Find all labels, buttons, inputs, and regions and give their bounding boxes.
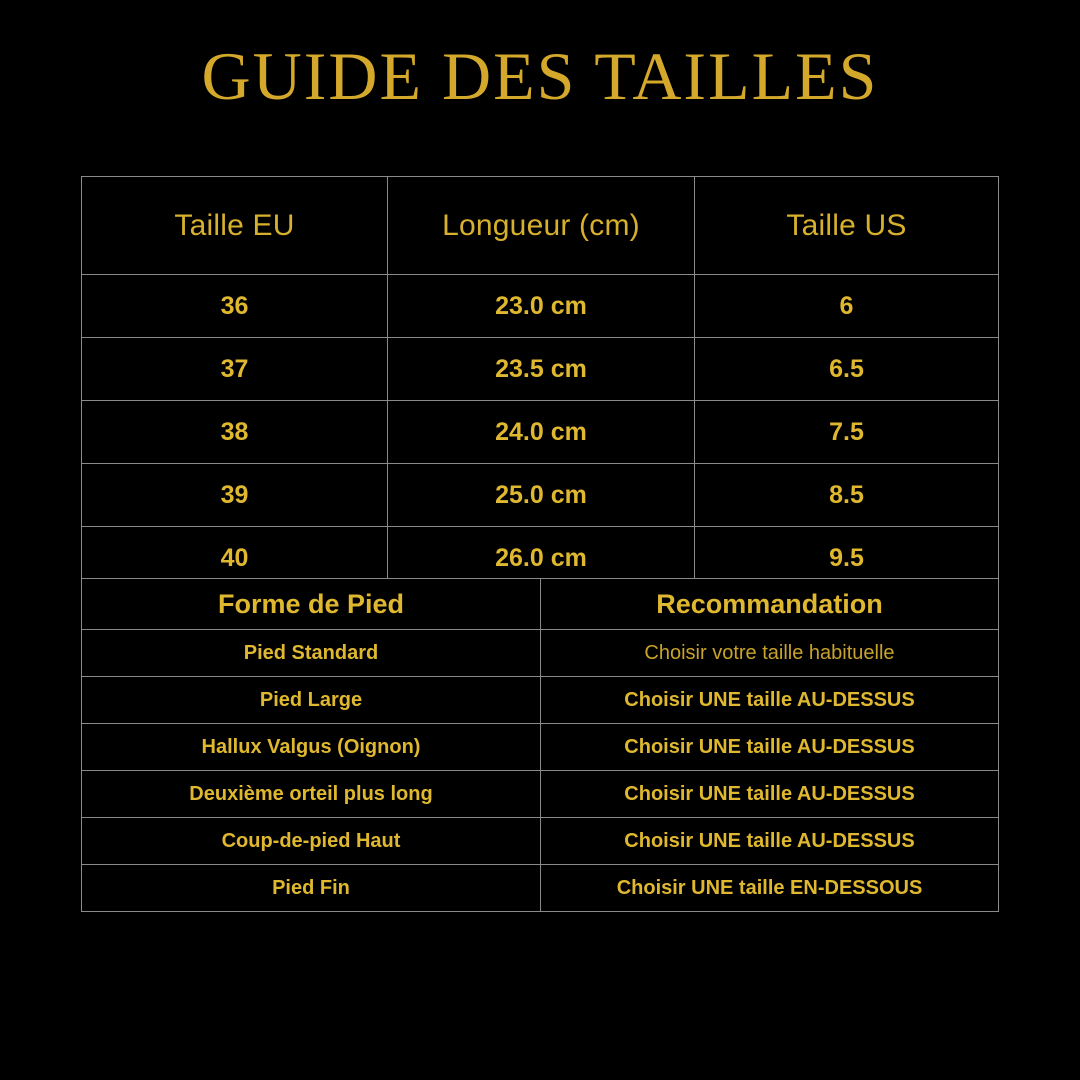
cell-recommandation: Choisir UNE taille EN-DESSOUS bbox=[541, 865, 999, 912]
cell-taille-eu: 40 bbox=[82, 527, 388, 590]
cell-longueur-cm: 26.0 cm bbox=[388, 527, 695, 590]
column-header-taille-eu: Taille EU bbox=[82, 177, 388, 275]
cell-longueur-cm: 23.5 cm bbox=[388, 338, 695, 401]
table-row bbox=[82, 771, 999, 818]
cell-recommandation: Choisir UNE taille AU-DESSUS bbox=[541, 771, 999, 818]
cell-recommandation: Choisir votre taille habituelle bbox=[541, 630, 999, 677]
cell-taille-eu: 38 bbox=[82, 401, 388, 464]
cell-forme-de-pied: Pied Large bbox=[82, 677, 541, 724]
cell-longueur-cm: 24.0 cm bbox=[388, 401, 695, 464]
table-row bbox=[82, 865, 999, 912]
cell-forme-de-pied: Pied Standard bbox=[82, 630, 541, 677]
cell-longueur-cm: 23.0 cm bbox=[388, 275, 695, 338]
table-row bbox=[82, 677, 999, 724]
table-row bbox=[82, 630, 999, 677]
cell-taille-us: 7.5 bbox=[695, 401, 999, 464]
cell-taille-us: 8.5 bbox=[695, 464, 999, 527]
column-header-forme-de-pied: Forme de Pied bbox=[82, 579, 541, 630]
size-table-header-row bbox=[82, 177, 999, 275]
table-row bbox=[82, 818, 999, 865]
cell-taille-us: 6.5 bbox=[695, 338, 999, 401]
cell-taille-us: 6 bbox=[695, 275, 999, 338]
page-title: GUIDE DES TAILLES bbox=[201, 38, 879, 114]
table-row bbox=[82, 275, 999, 338]
shape-table-header-row bbox=[82, 579, 999, 630]
column-header-longueur-cm: Longueur (cm) bbox=[388, 177, 695, 275]
cell-forme-de-pied: Pied Fin bbox=[82, 865, 541, 912]
table-row bbox=[82, 724, 999, 771]
table-row bbox=[82, 338, 999, 401]
cell-taille-eu: 37 bbox=[82, 338, 388, 401]
cell-recommandation: Choisir UNE taille AU-DESSUS bbox=[541, 818, 999, 865]
table-row bbox=[82, 464, 999, 527]
cell-forme-de-pied: Hallux Valgus (Oignon) bbox=[82, 724, 541, 771]
cell-taille-us: 9.5 bbox=[695, 527, 999, 590]
size-conversion-table bbox=[81, 176, 999, 590]
cell-taille-eu: 36 bbox=[82, 275, 388, 338]
cell-forme-de-pied: Deuxième orteil plus long bbox=[82, 771, 541, 818]
cell-recommandation: Choisir UNE taille AU-DESSUS bbox=[541, 724, 999, 771]
cell-longueur-cm: 25.0 cm bbox=[388, 464, 695, 527]
foot-shape-recommendation-table bbox=[81, 578, 999, 912]
cell-recommandation: Choisir UNE taille AU-DESSUS bbox=[541, 677, 999, 724]
column-header-recommandation: Recommandation bbox=[541, 579, 999, 630]
column-header-taille-us: Taille US bbox=[695, 177, 999, 275]
cell-forme-de-pied: Coup-de-pied Haut bbox=[82, 818, 541, 865]
table-row bbox=[82, 401, 999, 464]
cell-taille-eu: 39 bbox=[82, 464, 388, 527]
